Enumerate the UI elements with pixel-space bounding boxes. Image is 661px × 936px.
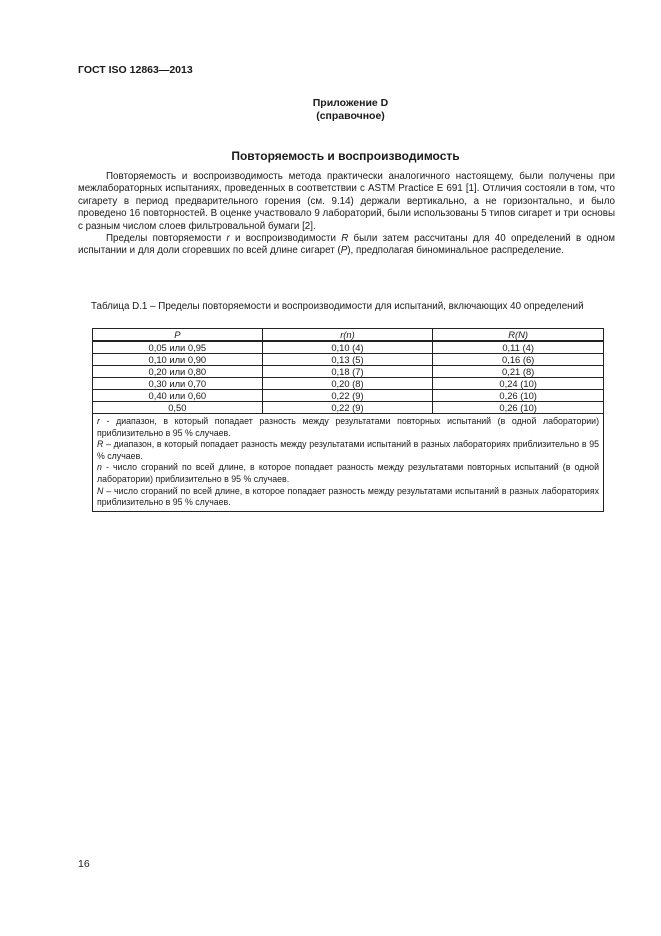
p2-text-a: Пределы повторяемости <box>106 233 227 245</box>
table-notes <box>93 414 604 512</box>
note-text: – число сгораний по всей длине, в которое попадает разность между результатами испытаний в разных лабораториях приблизительно в 95 % случаев. <box>97 485 599 508</box>
cell-R: 0,21 (8) <box>433 366 604 378</box>
note-symbol: n <box>97 462 102 473</box>
p2-text-b: и воспроизводимости <box>229 233 342 245</box>
table-row <box>93 366 604 378</box>
table-row <box>93 354 604 366</box>
annex-type: (справочное) <box>316 110 385 122</box>
p2-text-c: были затем рассчитаны для 40 определений в одном испытании и для доли сгоревших по всей длине сигарет ( <box>78 233 615 257</box>
note-r <box>97 416 599 439</box>
document-header: ГОСТ ISO 12863—2013 <box>78 64 193 76</box>
repeatability-table <box>92 328 604 512</box>
table-header-row <box>93 329 604 342</box>
note-N <box>97 486 599 509</box>
cell-R: 0,11 (4) <box>433 341 604 354</box>
p2-symbol-R: R <box>341 233 349 245</box>
note-text: – диапазон, в который попадает разность между результатами испытаний в разных лабораториях приблизительно в 95 % случаев. <box>97 439 599 461</box>
note-text: - число сгораний по всей длине, в которое попадает разность между результатами повторных испытаний (в одной лаборатории) приблизительно в 95 % случаев. <box>97 462 599 484</box>
cell-r: 0,22 (9) <box>262 390 433 402</box>
cell-R: 0,26 (10) <box>433 402 604 414</box>
header-r: r(n) <box>262 329 433 342</box>
cell-R: 0,24 (10) <box>433 378 604 390</box>
body-text <box>78 171 615 258</box>
table-row <box>93 402 604 414</box>
paragraph-1: Повторяемость и воспроизводимость метода практически аналогичного настоящему, были получены при межлабораторных испытаниях, проведенных в соответствии с ASTM Practice E 691 [1]. Отличия состояли в том, что сигарету в период предварительного горения (см. 9.14) держали вертикально, а не горизонтально, и было проведено 16 повторностей. В оценке участвовало 9 лабораторий, были использованы 5 типов сигарет и три основы с разным числом слоев фильтровальной бумаги [2]. <box>78 171 615 232</box>
cell-r: 0,13 (5) <box>262 354 433 366</box>
header-R: R(N) <box>433 329 604 342</box>
page-number: 16 <box>78 858 90 870</box>
cell-R: 0,26 (10) <box>433 390 604 402</box>
cell-p: 0,20 или 0,80 <box>93 366 263 378</box>
cell-R: 0,16 (6) <box>433 354 604 366</box>
note-symbol: R <box>97 439 104 450</box>
annex-heading <box>0 97 661 123</box>
cell-r: 0,10 (4) <box>262 341 433 354</box>
header-p: P <box>93 329 263 342</box>
section-title: Повторяемость и воспроизводимость <box>231 149 460 163</box>
cell-p: 0,10 или 0,90 <box>93 354 263 366</box>
table-row <box>93 378 604 390</box>
p2-text-d: ), предполагая биноминальное распределение. <box>347 245 564 257</box>
p2-symbol-P: P <box>340 245 348 257</box>
cell-r: 0,20 (8) <box>262 378 433 390</box>
cell-p: 0,40 или 0,60 <box>93 390 263 402</box>
cell-r: 0,22 (9) <box>262 402 433 414</box>
annex-label: Приложение D <box>312 97 389 109</box>
cell-p: 0,30 или 0,70 <box>93 378 263 390</box>
table-row <box>93 341 604 354</box>
note-symbol: r <box>97 416 100 426</box>
cell-p: 0,05 или 0,95 <box>93 341 263 354</box>
table-caption: Таблица D.1 – Пределы повторяемости и воспроизводимости для испытаний, включающих 40 определений <box>91 301 584 312</box>
p2-symbol-r: r <box>226 233 230 245</box>
note-symbol: N <box>97 485 104 496</box>
note-R <box>97 439 599 462</box>
note-n <box>97 462 599 485</box>
paragraph-2 <box>78 233 615 258</box>
table-row <box>93 390 604 402</box>
note-text: - диапазон, в который попадает разность между результатами повторных испытаний (в одной лаборатории) приблизительно в 95 % случаев. <box>97 416 599 438</box>
table-notes-row <box>93 414 604 512</box>
cell-p: 0,50 <box>93 402 263 414</box>
cell-r: 0,18 (7) <box>262 366 433 378</box>
